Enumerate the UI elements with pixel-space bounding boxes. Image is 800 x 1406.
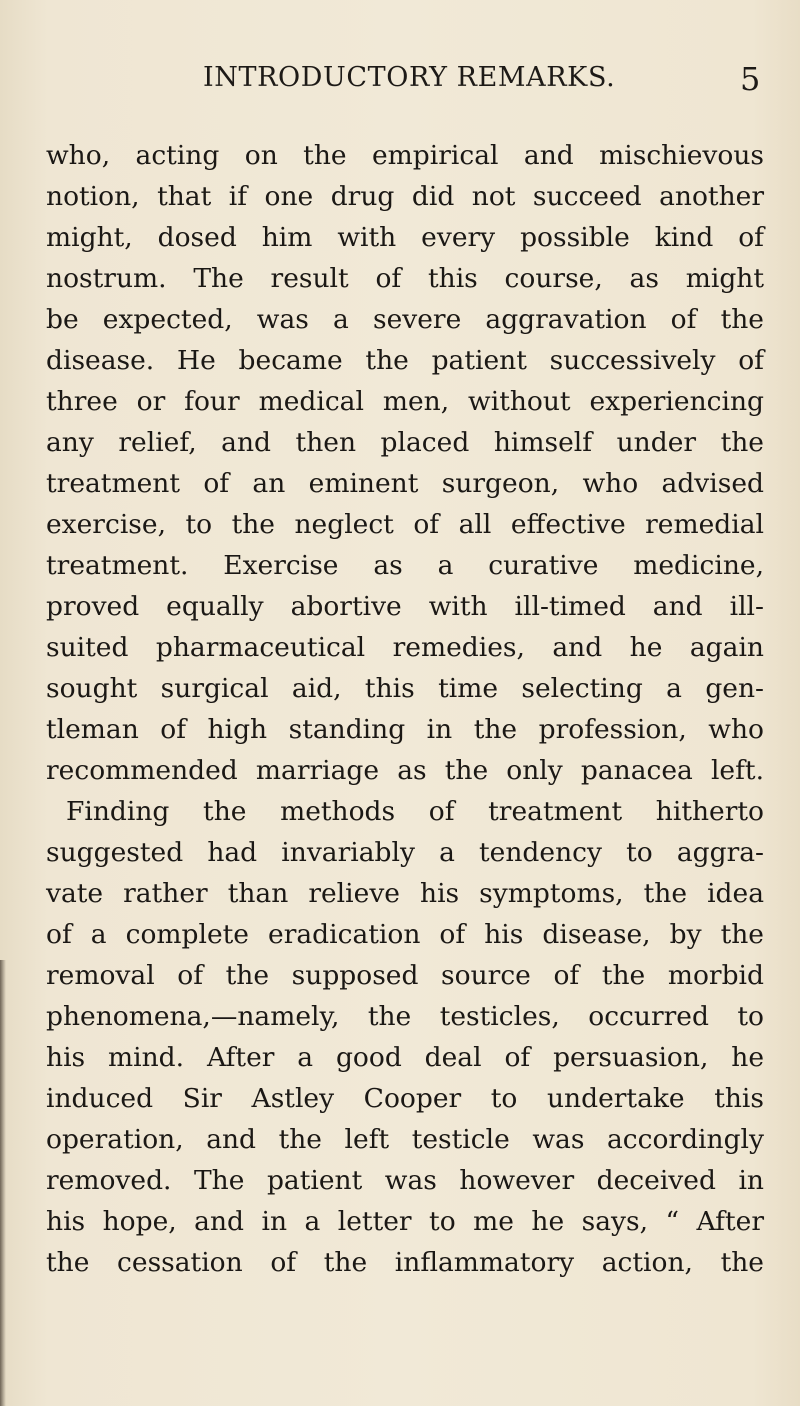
text-line: who, acting on the empirical and mischievous	[46, 140, 764, 171]
body-text	[46, 135, 764, 1283]
text-line: any relief, and then placed himself under the	[46, 427, 764, 458]
text-line: the cessation of the inflammatory action, the	[46, 1247, 764, 1278]
text-line: three or four medical men, without experiencing	[46, 386, 764, 417]
text-line: suited pharmaceutical remedies, and he again	[46, 632, 764, 663]
text-line: treatment of an eminent surgeon, who advised	[46, 468, 764, 499]
text-line: recommended marriage as the only panacea left.	[46, 755, 764, 786]
running-head	[0, 62, 800, 102]
text-line: exercise, to the neglect of all effective remedial	[46, 509, 764, 540]
text-line: vate rather than relieve his symptoms, the idea	[46, 878, 764, 909]
text-line: treatment. Exercise as a curative medicine,	[46, 550, 764, 581]
text-line: disease. He became the patient successively of	[46, 345, 764, 376]
running-head-title: INTRODUCTORY REMARKS.	[203, 62, 616, 93]
text-line: phenomena,—namely, the testicles, occurred to	[46, 1001, 764, 1032]
text-line: be expected, was a severe aggravation of the	[46, 304, 764, 335]
text-line: nostrum. The result of this course, as might	[46, 263, 764, 294]
text-line: suggested had invariably a tendency to aggra-	[46, 837, 764, 868]
text-line: of a complete eradication of his disease, by the	[46, 919, 764, 950]
text-line: removal of the supposed source of the morbid	[46, 960, 764, 991]
page-number: 5	[740, 60, 761, 98]
text-line: his mind. After a good deal of persuasion, he	[46, 1042, 764, 1073]
text-line: tleman of high standing in the profession, who	[46, 714, 764, 745]
text-line: operation, and the left testicle was accordingly	[46, 1124, 764, 1155]
text-line: induced Sir Astley Cooper to undertake this	[46, 1083, 764, 1114]
text-line: proved equally abortive with ill-timed and ill-	[46, 591, 764, 622]
text-line: sought surgical aid, this time selecting a gen-	[46, 673, 764, 704]
text-line: his hope, and in a letter to me he says, “ After	[46, 1206, 764, 1237]
text-line: might, dosed him with every possible kind of	[46, 222, 764, 253]
text-line: removed. The patient was however deceived in	[46, 1165, 764, 1196]
binding-edge-shadow	[0, 960, 6, 1406]
text-line: Finding the methods of treatment hitherto	[66, 796, 764, 827]
text-line: notion, that if one drug did not succeed another	[46, 181, 764, 212]
